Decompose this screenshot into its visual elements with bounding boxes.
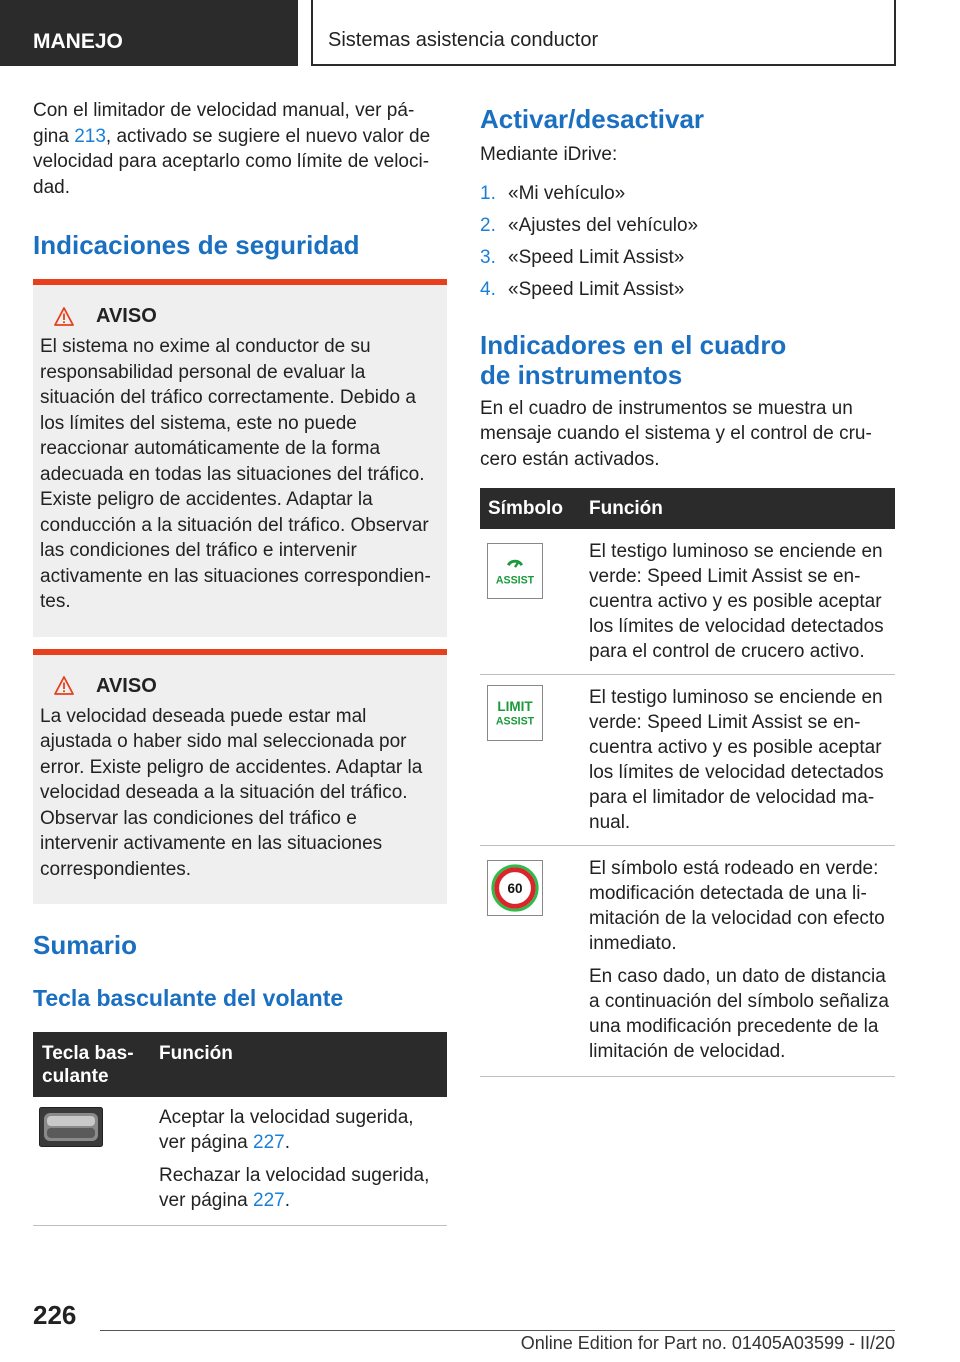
warning-text: El sistema no exime al conductor de su responsabilidad personal de evaluar la situación del tráfico correctamente. Debido a los límites del sistema, este no puede reaccionar automáticamente de la forma adecuada en todas las situaciones del tráfico. Existe peligro de accidentes. Adaptar la conducción a la situación del tráfico. Observar las condiciones del tráfico e intervenir activamente en las situaciones correspondientes. (40, 336, 431, 612)
table-cell (33, 1097, 149, 1226)
intro-text-end: , activado se sugiere el nuevo valor de velocidad para aceptarlo como límite de velocidad. (33, 125, 431, 198)
table-cell (579, 529, 895, 675)
col-header-symbol: Símbolo (480, 488, 579, 529)
page-number: 226 (33, 1300, 77, 1330)
rocker-switch-table (33, 1032, 447, 1226)
step-text: «Speed Limit Assist» (508, 278, 685, 300)
list-item (480, 210, 895, 242)
step-number: 3. (480, 246, 496, 268)
page-link-227[interactable]: 227 (253, 1190, 285, 1211)
table-cell (579, 846, 895, 1077)
table-row (33, 1097, 447, 1226)
function-reject (159, 1163, 441, 1213)
table-cell (480, 675, 579, 846)
indicators-heading: Indicadores en el cuadro de instrumentos (480, 329, 787, 390)
step-text: «Ajustes del vehículo» (508, 214, 699, 236)
speed-value: 60 (507, 880, 523, 896)
indicators-table (480, 488, 895, 1077)
list-item (480, 242, 895, 274)
section-tab: MANEJO (0, 0, 298, 66)
left-column (33, 98, 447, 1226)
col-header-function: Función (149, 1032, 447, 1097)
table-row (480, 529, 895, 675)
col-header-switch: Tecla basculante (33, 1032, 149, 1097)
warning-triangle-icon (54, 676, 74, 696)
table-cell (149, 1097, 447, 1226)
warning-title: AVISO (96, 674, 157, 697)
summary-heading: Sumario (33, 930, 138, 960)
list-item (480, 274, 895, 306)
page-link-213[interactable]: 213 (74, 125, 106, 147)
indicator-text-note: En caso dado, un dato de distancia a continuación del símbolo señaliza una modificación precedente de la limitación de velocidad. (589, 966, 889, 1062)
activate-steps (480, 178, 895, 306)
intro-paragraph (33, 98, 433, 200)
right-column (480, 98, 895, 1077)
warning-triangle-icon (54, 307, 74, 327)
footer-divider (100, 1330, 895, 1331)
warning-box-2 (33, 649, 447, 905)
warning-text: La velocidad deseada puede estar mal ajustada o haber sido mal seleccionada por error. Existe peligro de accidentes. Adaptar la velocidad deseada a la situación del tráfico. Observar las condiciones del tráfico e intervenir activamente en las situaciones correspondientes. (40, 705, 423, 880)
page-link-227[interactable]: 227 (253, 1132, 285, 1153)
limit-assist-icon (487, 685, 543, 741)
step-number: 4. (480, 278, 496, 300)
indicator-text: El testigo luminoso se enciende en verde: Speed Limit Assist se encuentra activo y es posible aceptar los límites de velocidad detectados para el control de crucero activo. (589, 541, 884, 662)
warning-box-1 (33, 279, 447, 637)
list-item (480, 178, 895, 210)
table-row (480, 675, 895, 846)
safety-heading: Indicaciones de seguridad (33, 230, 360, 260)
activate-heading: Activar/desactivar (480, 104, 705, 134)
table-cell (579, 675, 895, 846)
activate-lead: Mediante iDrive: (480, 144, 618, 165)
edition-note: Online Edition for Part no. 01405A03599 - II/20 (520, 1333, 895, 1353)
assist-icon (487, 543, 543, 599)
rocker-switch-icon (39, 1107, 103, 1147)
indicator-text: El símbolo está rodeado en verde: modificación detectada de una limitación de la velocidad con efecto inmediato. (589, 858, 885, 954)
chapter-title: Sistemas asistencia conductor (311, 0, 896, 66)
speed-limit-60-icon (487, 860, 543, 916)
table-row (480, 846, 895, 1077)
intro-text: Con el limitador de velocidad manual, ver página (33, 100, 415, 147)
step-number: 2. (480, 214, 496, 236)
step-number: 1. (480, 182, 496, 204)
function-accept (159, 1105, 441, 1155)
assist-label: ASSIST (495, 715, 535, 728)
col-header-function: Función (579, 488, 895, 529)
warning-title: AVISO (96, 305, 157, 327)
indicator-text: El testigo luminoso se enciende en verde: Speed Limit Assist se encuentra activo y es posible aceptar los límites de velocidad detectados para el limitador de velocidad manual. (589, 687, 884, 833)
step-text: «Mi vehículo» (508, 182, 626, 204)
assist-label: ASSIST (495, 574, 535, 587)
limit-label: LIMIT (497, 699, 533, 715)
summary-subheading: Tecla basculante del volante (33, 985, 344, 1011)
table-cell (480, 529, 579, 675)
step-text: «Speed Limit Assist» (508, 246, 685, 268)
function-text-end: . (284, 1190, 290, 1211)
indicators-lead: En el cuadro de instrumentos se muestra un mensaje cuando el sistema y el control de crucero están activados. (480, 397, 872, 470)
page-header (0, 0, 960, 66)
function-text: Aceptar la velocidad sugerida, ver página (159, 1107, 414, 1153)
table-cell (480, 846, 579, 1077)
function-text-end: . (284, 1132, 290, 1153)
function-text: Rechazar la velocidad sugerida, ver página (159, 1165, 430, 1211)
